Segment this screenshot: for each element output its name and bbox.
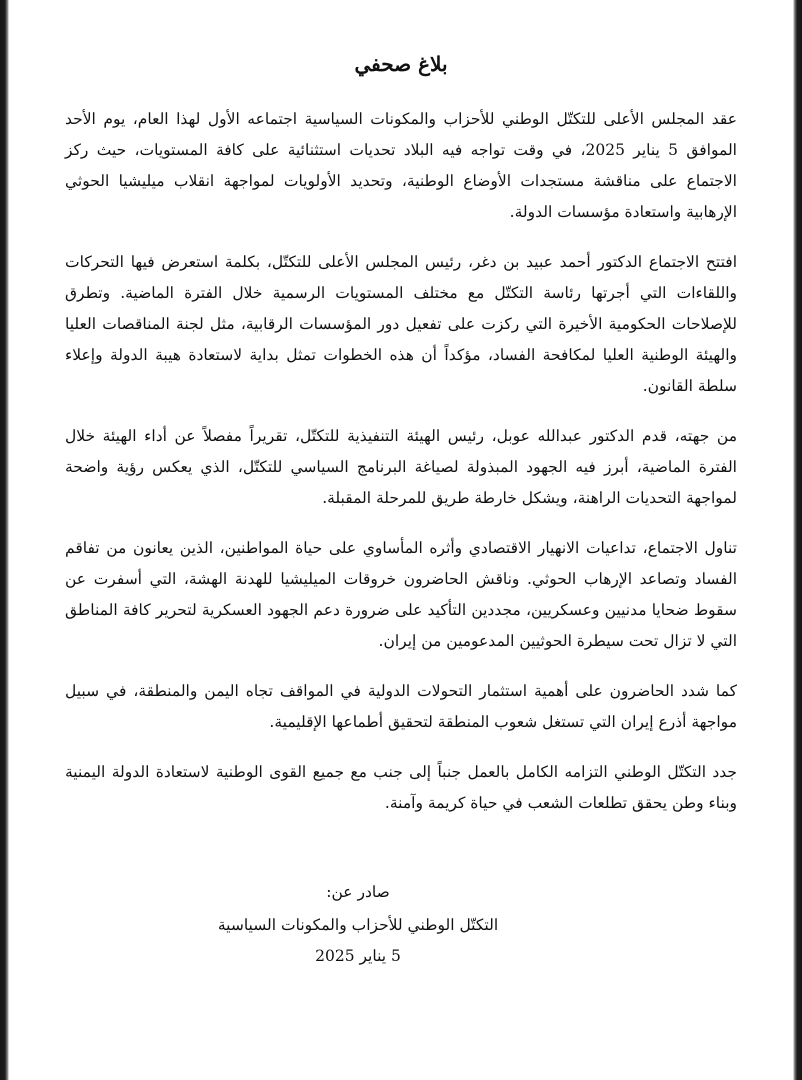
issuing-organization: التكتّل الوطني للأحزاب والمكونات السياسية (217, 916, 499, 934)
page-title: بلاغ صحفي (354, 52, 448, 76)
body-paragraph-6: جدد التكتّل الوطني التزامه الكامل بالعمل جنباً إلى جنب مع جميع القوى الوطنية لاستعادة الدولة اليمنية وبناء وطن يحقق تطلعات الشعب في حياة كريمة وآمنة. (65, 763, 737, 812)
issued-by-label: صادر عن: (326, 883, 390, 901)
issue-date: 5 يناير 2025 (315, 947, 401, 965)
body-paragraph-1: عقد المجلس الأعلى للتكتّل الوطني للأحزاب والمكونات السياسية اجتماعه الأول لهذا العام، يوم الأحد الموافق 5 يناير 2025، في وقت تواجه فيه البلاد تحديات استثنائية على كافة المستويات، حيث ركز الاجتماع على مناقشة مستجدات الأوضاع الوطنية، وتحديد الأولويات لمواجهة انقلاب ميليشيا الحوثي الإرهابية واستعادة مؤسسات الدولة. (65, 110, 737, 221)
page-content (9, 0, 793, 1080)
document-body (65, 104, 737, 819)
page-right-edge-shadow (793, 0, 802, 1080)
body-paragraph-5: كما شدد الحاضرون على أهمية استثمار التحولات الدولية في المواقف تجاه اليمن والمنطقة، في سبيل مواجهة أذرع إيران التي تستغل شعوب المنطقة لتحقيق أطماعها الإقليمية. (65, 682, 737, 731)
signature-block (65, 877, 651, 972)
body-paragraph-3: من جهته، قدم الدكتور عبدالله عوبل، رئيس الهيئة التنفيذية للتكتّل، تقريراً مفصلاً عن أداء الهيئة خلال الفترة الماضية، أبرز فيه الجهود المبذولة لصياغة البرنامج السياسي للتكتّل، الذي يعكس رؤية واضحة لمواجهة التحديات الراهنة، ويشكل خارطة طريق للمرحلة المقبلة. (65, 427, 737, 507)
page-left-edge-shadow (0, 0, 9, 1080)
body-paragraph-2: افتتح الاجتماع الدكتور أحمد عبيد بن دغر، رئيس المجلس الأعلى للتكتّل، بكلمة استعرض فيها التحركات واللقاءات التي أجرتها رئاسة التكتّل مع مختلف المستويات الرسمية خلال الفترة الماضية. وتطرق للإصلاحات الحكومية الأخيرة التي ركزت على تفعيل دور المؤسسات الرقابية، مثل لجنة المناقصات العليا والهيئة الوطنية العليا لمكافحة الفساد، مؤكداً أن هذه الخطوات تمثل بداية لاستعادة هيبة الدولة وإعلاء سلطة القانون. (65, 253, 737, 395)
body-paragraph-4: تناول الاجتماع، تداعيات الانهيار الاقتصادي وأثره المأساوي على حياة المواطنين، الذين يعانون من تفاقم الفساد وتصاعد الإرهاب الحوثي. وناقش الحاضرون خروقات الميليشيا للهدنة الهشة، التي أسفرت عن سقوط ضحايا مدنيين وعسكريين، مجددين التأكيد على ضرورة دعم الجهود العسكرية لتحرير كافة المناطق التي لا تزال تحت سيطرة الحوثيين المدعومين من إيران. (65, 539, 737, 650)
